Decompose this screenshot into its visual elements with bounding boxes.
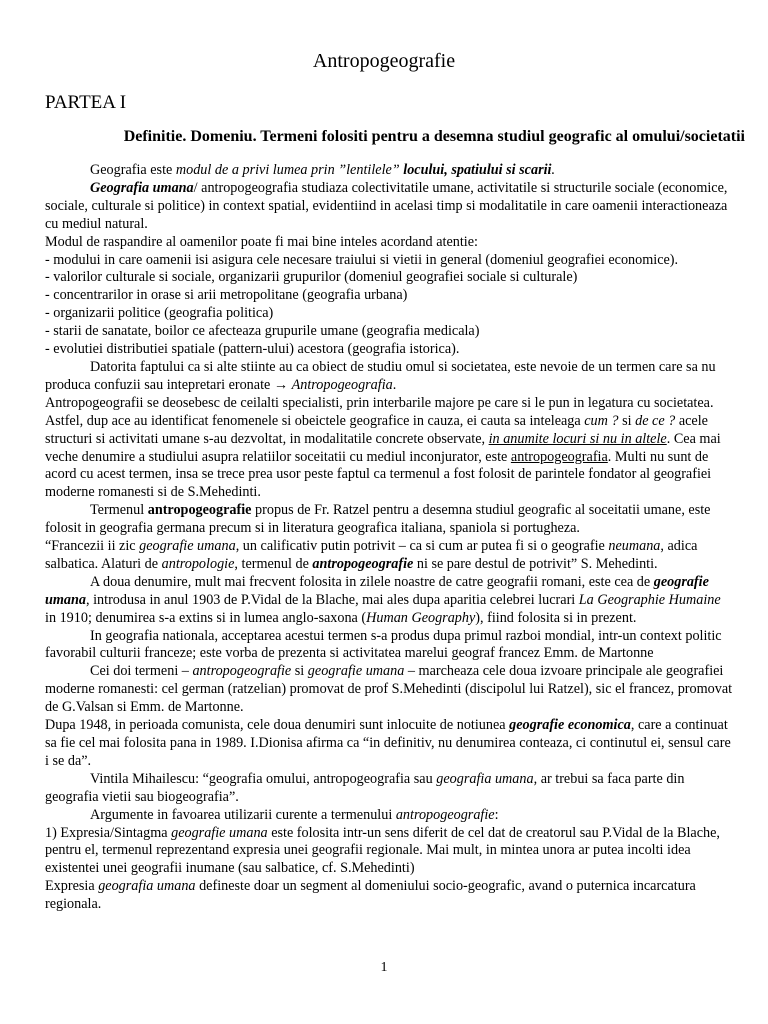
text-run: in anumite locuri si nu in altele <box>488 430 667 447</box>
paragraph-definition <box>45 162 735 180</box>
text-run: Dupa 1948, in perioada comunista, cele doua denumiri sunt inlocuite de notiunea <box>45 717 510 734</box>
text-run: si <box>618 412 636 429</box>
text-run: geografia umana <box>98 878 196 895</box>
text-run: , un calificativ putin potrivit – ca si cum ar putea fi si o geografie <box>235 538 609 555</box>
text-run: , care a continuat sa fie cel mai folosita pana in 1989. I.Dionisa afirma ca “in definitiv, nu denumirea conteaza, ci continutul ei, sensul care i se da”. <box>45 717 731 769</box>
text-run: antropologie <box>161 555 235 572</box>
paragraph-argument-2 <box>45 878 735 914</box>
text-run: Argumente in favoarea utilizarii curente a termenului <box>90 806 396 823</box>
page-number: 1 <box>380 960 388 975</box>
text-run: geografie umana <box>307 663 405 680</box>
paragraph-term-need <box>45 359 735 395</box>
text-run: . <box>551 162 556 178</box>
text-run: este folosita intr-un sens diferit de cel dat de creatorul sau P.Vidal de la Blache, pentru el, termenul reprezentand expresia unei geografii regionale. Mai mult, in mintea unora ar putea incolti idea existentei unei geografii inumane (sau salbatice, cf. S.Mehedinti) <box>45 824 720 877</box>
attention-list <box>45 252 735 359</box>
paragraph-human-geography <box>45 180 735 234</box>
text-run: Datorita faptului ca si alte stiinte au ca obiect de studiu omul si societatea, este nevoie de un termen care sa nu produca confuzii sau intepretari eronate → <box>45 358 716 393</box>
paragraph-national: In geografia nationala, acceptarea acestui termen s-a produs dupa primul razboi mondial, intr-un context politic favorabil culturii franceze; este vorba de prezenta si activitatea marelui geograf francez Emm. de Martonne <box>45 627 722 662</box>
text-run: : <box>494 806 499 823</box>
list-item: - starii de sanatate, boilor ce afecteaza grupurile umane (geografia medicala) <box>45 323 480 340</box>
text-run: ni se pare destul de potrivit” S. Mehedinti. <box>413 555 658 572</box>
text-run: . Cea mai veche denumire a studiului asupra relatiilor soceitatii cu mediul inconjurator, este <box>45 430 721 465</box>
paragraph-distribution-intro: Modul de raspandire al oamenilor poate fi mai bine inteles acordand atentie: <box>45 233 478 250</box>
paragraph-ratzel <box>45 502 735 538</box>
text-run: defineste doar un segment al domeniului socio-geografic, avand o puternica incarcatura regionala. <box>45 878 696 913</box>
list-item: - valorilor culturale si sociale, organizarii grupurilor (domeniul geografiei sociale si culturale) <box>45 269 578 286</box>
paragraph-mehedinti-quote <box>45 538 735 574</box>
text-run: in 1910; denumirea s-a extins si in lumea anglo-saxona ( <box>45 609 367 626</box>
text-run: ), fiind folosita si in prezent. <box>475 609 637 626</box>
text-run: Geografia umana <box>90 179 194 196</box>
text-run: locului, spatiului si scarii <box>403 162 552 178</box>
section-subtitle: Definitie. Domeniu. Termeni folositi pentru a desemna studiul geografic al omului/societatii <box>123 128 745 145</box>
text-run: Cei doi termeni – <box>90 663 193 680</box>
text-run: , termenul de <box>234 555 313 572</box>
text-run: Human Geography <box>366 609 476 626</box>
paragraph-argument-1 <box>45 825 735 879</box>
text-run: geografie umana <box>45 573 709 608</box>
text-run: geografie umana <box>139 538 236 555</box>
text-run: , adica salbatica. Alaturi de <box>45 538 698 572</box>
text-run: modul de a privi lumea prin ”lentilele” <box>175 162 404 178</box>
text-run: cum ? <box>584 412 619 429</box>
text-run: antropogeografie <box>147 502 252 519</box>
paragraph-specialists <box>45 395 735 502</box>
text-run: Vintila Mihailescu: “geografia omului, antropogeografia sau <box>90 770 437 787</box>
text-run: neumana <box>608 538 661 555</box>
document-title: Antropogeografie <box>312 50 456 72</box>
text-run: , ar trebui sa faca parte din geografia vietii sau biogeografia”. <box>45 770 685 805</box>
list-item: - modului in care oamenii isi asigura cele necesare traiului si vietii in general (domeniul geografiei economice). <box>45 251 679 268</box>
text-run: / antropogeografia studiaza colectivitatile umane, activitatile si structurile sociale (economice, sociale, culturale si politice) in context spatial, evidentiind in acelasi timp si modalitatile in care oamenii interactioneaza cu mediul natural. <box>45 179 728 232</box>
text-run: . Multi nu sunt de acord cu acest termen, insa se trece prea usor peste faptul ca termenul a fost folosit de parintele fondator al geografiei moderne romanesti si de S.Mehedinti. <box>45 448 712 501</box>
list-item: - organizarii politice (geografia politica) <box>45 305 274 322</box>
text-run: La Geographie Humaine <box>578 591 721 608</box>
text-run: acele structuri si activitati umane s-au dezvoltat, in modalitatile concrete observate, <box>45 412 708 447</box>
text-run: antropogeografie <box>312 555 414 572</box>
text-run: Antropogeografia <box>291 376 393 393</box>
paragraph-arguments <box>45 807 735 825</box>
text-run: – marcheaza cele doua izvoare principale ale geografiei moderne romanesti: cel german (ratzelian) promovat de prof S.Mehedinti (discipolul lui Ratzel), sic el francez, promovat de G.Valsan si Emm. de Martonne. <box>45 663 733 716</box>
text-run: antropogeografia <box>510 448 608 465</box>
text-run: . <box>392 376 397 393</box>
text-run: geografie economica <box>509 717 631 734</box>
list-item: - concentrarilor in orase si arii metropolitane (geografia urbana) <box>45 287 408 304</box>
part-heading: PARTEA I <box>45 92 127 113</box>
text-run: , introdusa in anul 1903 de P.Vidal de la Blache, mai ales dupa aparitia celebrei lucrari <box>86 591 579 608</box>
text-run: antropogeografie <box>192 663 292 680</box>
text-run: 1) Expresia/Sintagma <box>45 824 172 841</box>
paragraph-communist <box>45 717 735 771</box>
document-body <box>45 162 735 914</box>
text-run: Termenul <box>90 502 148 519</box>
paragraph-two-terms <box>45 663 735 717</box>
text-run: geografie umana <box>171 824 268 841</box>
text-run: A doua denumire, mult mai frecvent folosita in zilele noastre de catre geografii romani, este cea de <box>90 573 654 590</box>
text-run: Geografia este <box>90 162 176 178</box>
text-run: Antropogeografii se deosebesc de ceilalti specialisti, prin interbarile majore pe care si le pun in legatura cu societatea. Astfel, dup ace au identificat fenomenele si obeictele geografice in cauza, ei cauta sa inteleaga <box>45 394 714 429</box>
text-run: antropogeografie <box>395 806 495 823</box>
text-run: Expresia <box>45 878 99 895</box>
text-run: de ce ? <box>635 412 676 429</box>
text-run: “Francezii ii zic <box>45 538 140 555</box>
text-run: propus de Fr. Ratzel pentru a desemna studiul geografic al soceitatii umane, este folosit in geografia germana precum si in literatura geografica italiana, spaniola si portugheza. <box>45 502 711 537</box>
paragraph-second-name <box>45 574 735 628</box>
text-run: geografia umana <box>436 770 534 787</box>
text-run: si <box>291 663 308 680</box>
paragraph-mihailescu <box>45 771 735 807</box>
list-item: - evolutiei distributiei spatiale (pattern-ului) acestora (geografia istorica). <box>45 341 460 358</box>
